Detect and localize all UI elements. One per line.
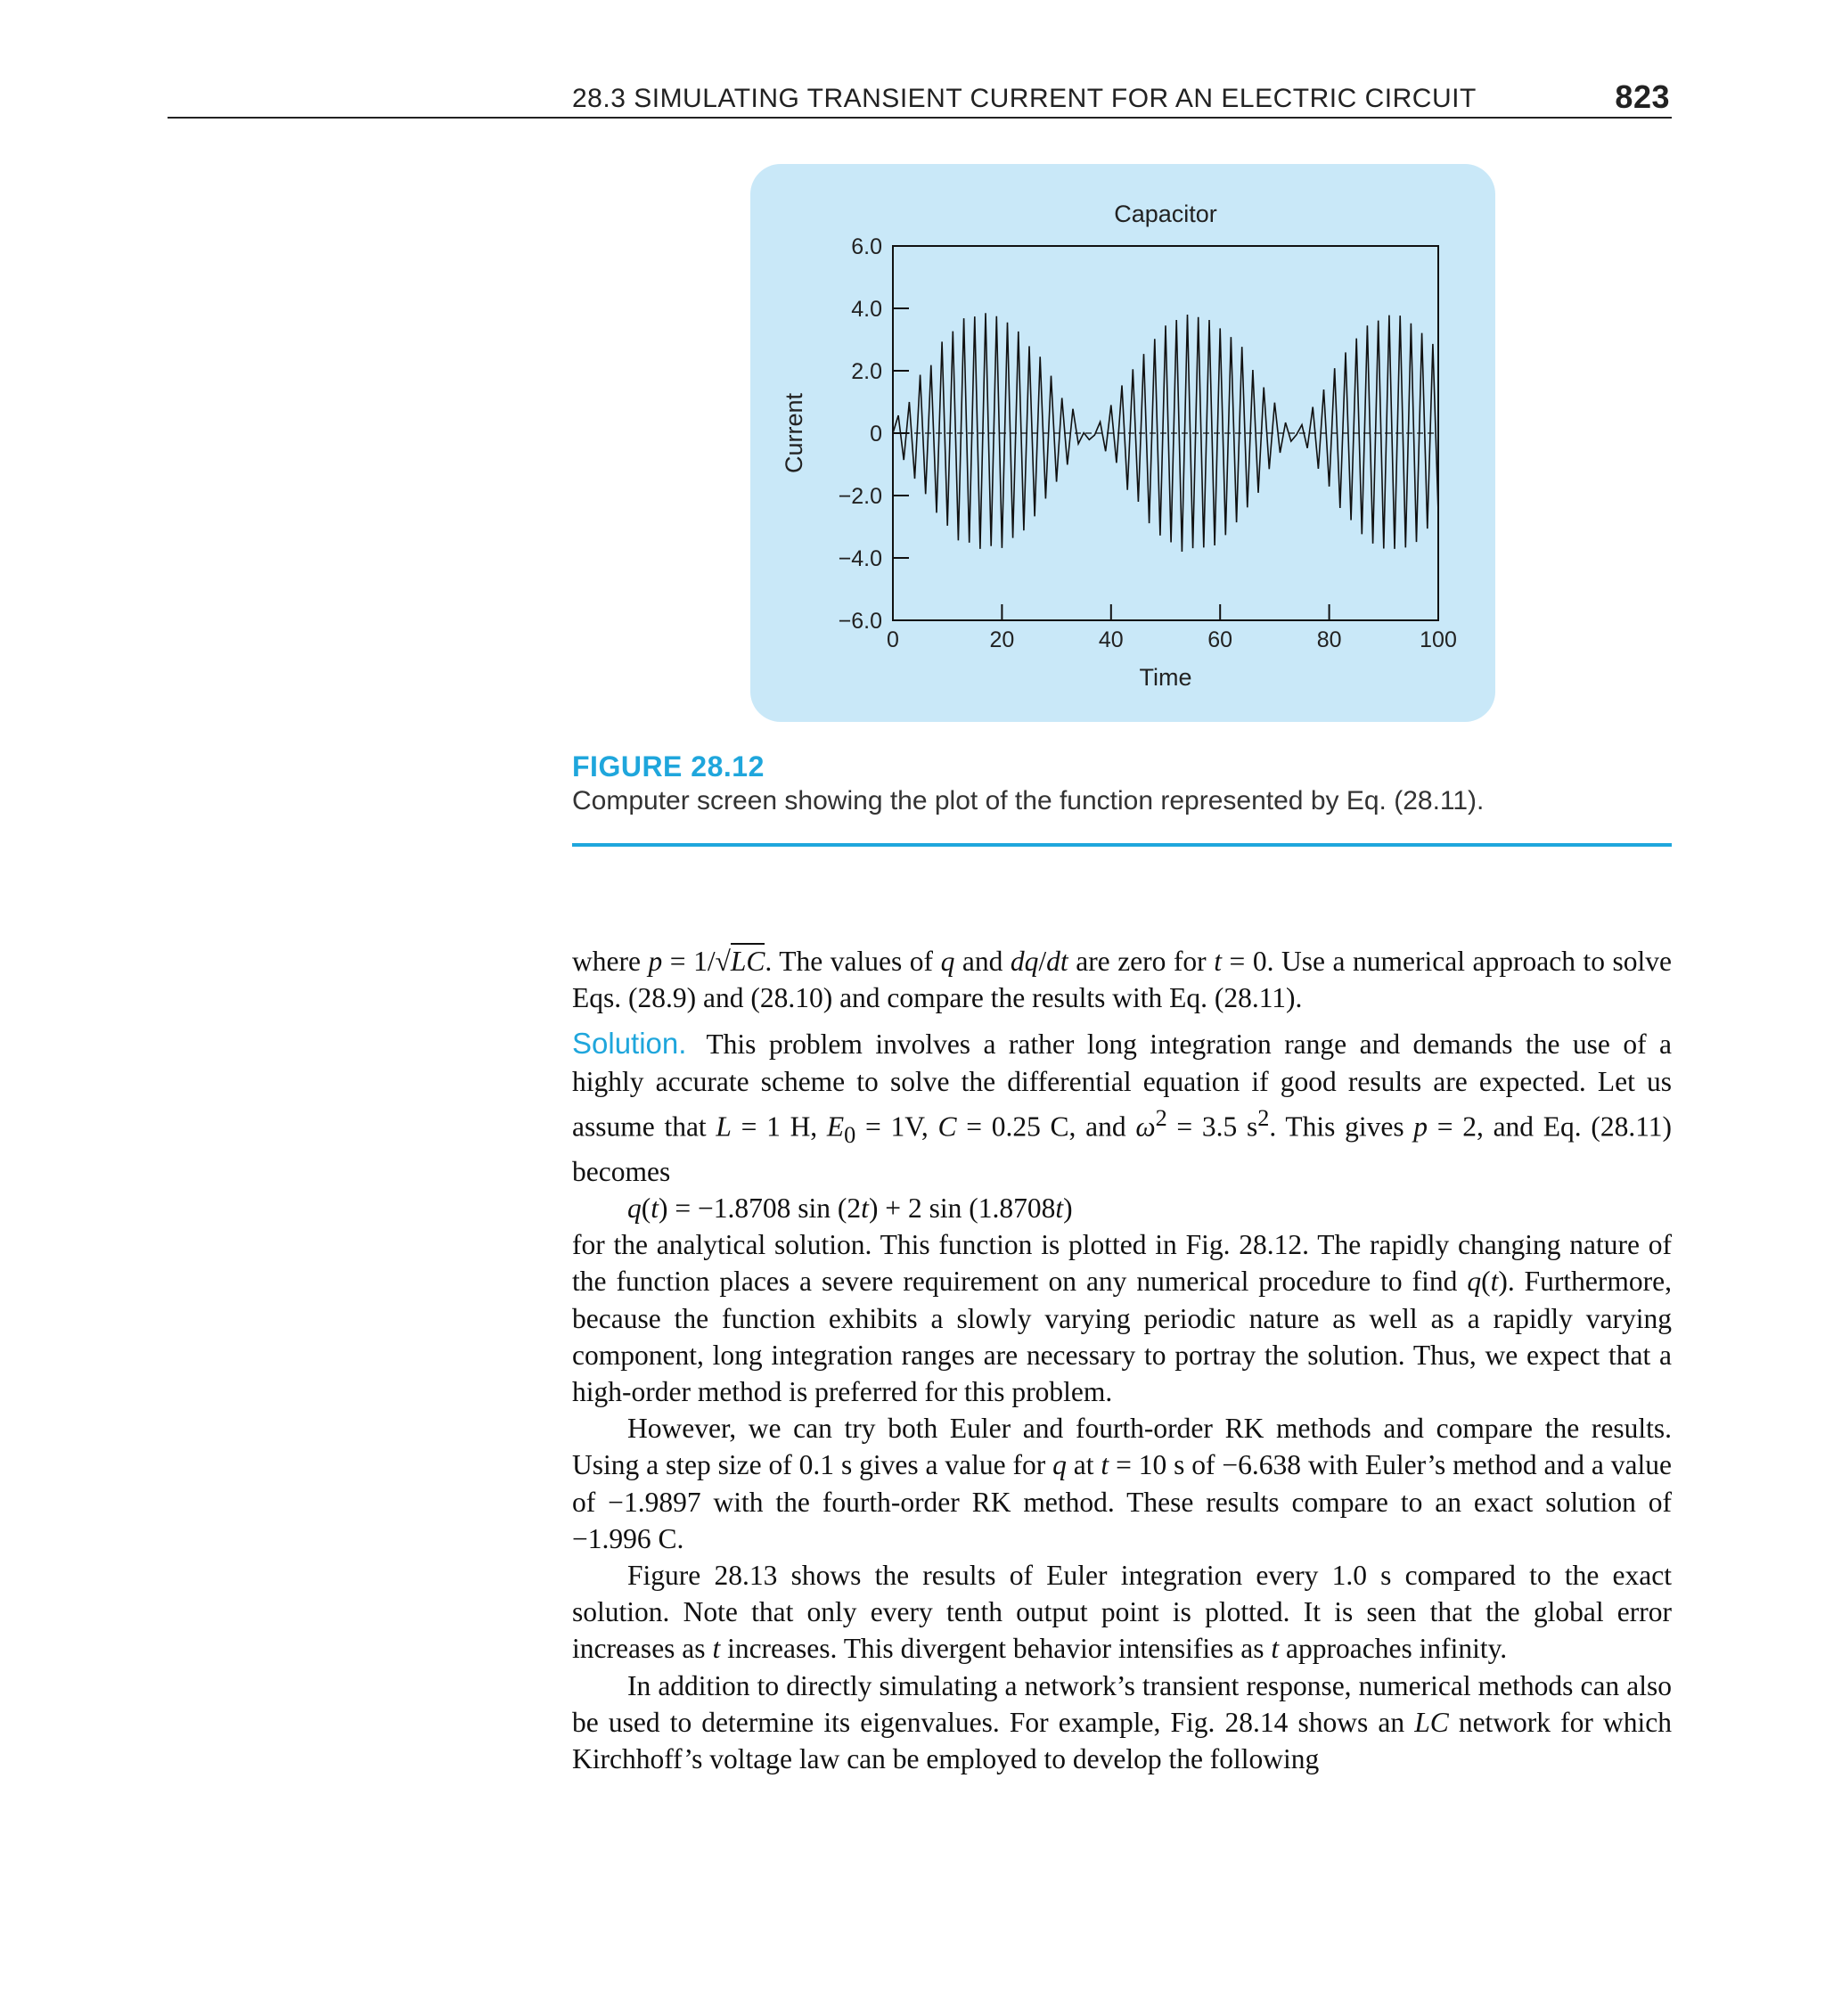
paragraph-1: where p = 1/√LC. The values of q and dq/dt are zero for t = 0. Use a numerical approach to solve Eqs. (28.9) and (28.10) and compare the results with Eq. (28.11). (572, 943, 1672, 1016)
x-tick-label: 80 (1316, 627, 1342, 652)
equation-q-of-t: q(t) = −1.8708 sin (2t) + 2 sin (1.8708t) (627, 1192, 1073, 1225)
x-tick-label: 60 (1207, 627, 1233, 652)
page-number: 823 (1615, 78, 1670, 115)
capacitor-current-chart (750, 164, 1495, 722)
y-tick-label: 0 (870, 422, 882, 447)
x-tick-label: 40 (1098, 627, 1124, 652)
running-head (572, 78, 1670, 118)
y-tick-label: −2.0 (838, 484, 882, 509)
y-tick-label: 4.0 (851, 297, 882, 322)
section-title: 28.3 SIMULATING TRANSIENT CURRENT FOR AN ELECTRIC CIRCUIT (572, 84, 1477, 113)
y-tick-label: 6.0 (851, 234, 882, 259)
solution-label: Solution. (572, 1027, 687, 1061)
x-axis-label: Time (1139, 664, 1192, 691)
x-tick-label: 0 (887, 627, 899, 652)
figure-rule (572, 843, 1672, 847)
paragraph-solution: Solution. This problem involves a rather long integration range and demands the use of a highly accurate scheme to solve the differential equation if good results are expected. Let us assume that L = 1 H, $E_0 = 1V$, C = 0.25 C, and $\omega^2 = 3.5$ $s^2$. This gives p = 2, and Eq. (28.11) becomes (572, 1027, 1673, 1187)
paragraph-5: In addition to directly simulating a network’s transient response, numerical methods can also be used to determine its eigenvalues. For example, Fig. 28.14 shows an LC network for which Kirchhoff’s voltage law can be employed to develop the following (572, 1669, 1672, 1775)
x-tick-label: 100 (1420, 627, 1457, 652)
paragraph-4: Figure 28.13 shows the results of Euler integration every 1.0 s compared to the exact solution. Note that only every tenth output point is plotted. It is seen that the global error increases as t increases. This divergent behavior intensifies as t approaches infinity. (572, 1560, 1672, 1665)
series-line-0 (893, 313, 1438, 552)
x-tick-label: 20 (989, 627, 1015, 652)
y-tick-label: 2.0 (851, 359, 882, 384)
chart-title: Capacitor (1114, 201, 1217, 227)
body-text (572, 943, 1672, 1777)
paragraph-3: However, we can try both Euler and fourth-order RK methods and compare the results. Using a step size of 0.1 s gives a value for q at t = 10 s of −6.638 with Euler’s method and a value of −1.9897 with the fourth-order RK method. These results compare to an exact solution of −1.996 C. (572, 1413, 1672, 1554)
figure-caption: Computer screen showing the plot of the function represented by Eq. (28.11). (572, 786, 1485, 815)
y-tick-label: −4.0 (838, 546, 882, 571)
y-tick-label: −6.0 (838, 609, 882, 634)
y-axis-label: Current (781, 392, 807, 474)
figure-label: FIGURE 28.12 (572, 750, 765, 783)
paragraph-2: for the analytical solution. This function is plotted in Fig. 28.12. The rapidly changing nature of the function places a severe requirement on any numerical procedure to find q(t). Furthermore, because the function exhibits a slowly varying periodic nature as well as a rapidly varying component, long integration ranges are necessary to portray the solution. Thus, we expect that a high-order method is preferred for this problem. (572, 1229, 1672, 1408)
header-rule (168, 117, 1672, 119)
